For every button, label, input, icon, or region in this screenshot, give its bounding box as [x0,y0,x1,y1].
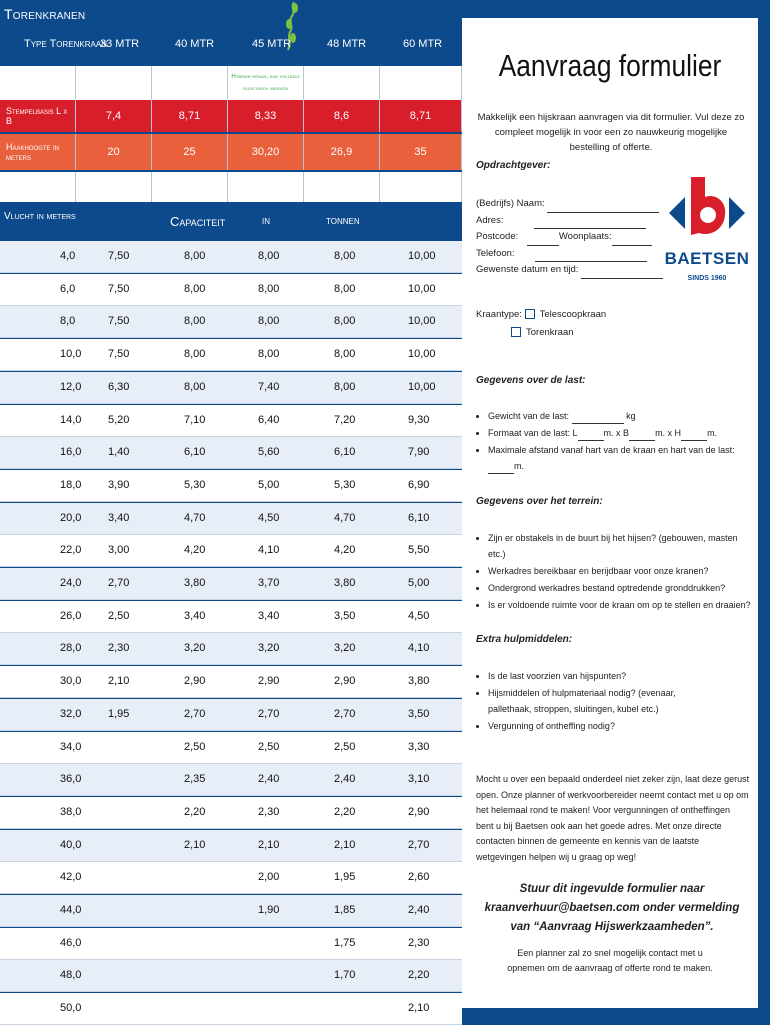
reach-cell: 44,0 [60,904,82,916]
capacity-cell: 1,85 [334,904,356,916]
capacity-cell: 1,70 [334,969,356,982]
telefoon-label: Telefoon: [476,247,515,259]
capacity-cell: 7,40 [258,380,280,393]
kraantype-label: Kraantype: [476,309,522,320]
capacity-cell: 6,40 [258,413,280,426]
capacity-cell: 8,00 [334,348,356,361]
capacity-cell: 2,20 [184,805,206,818]
breedte-field[interactable] [629,431,655,441]
capacity-cell: 2,70 [108,577,130,589]
capacity-cell: 3,90 [108,478,130,491]
naam-label: (Bedrijfs) Naam: [476,198,545,209]
capacity-cell: 2,70 [184,707,206,720]
table-row [0,764,462,796]
capacity-cell: 3,70 [258,577,280,589]
table-row [0,437,462,469]
reach-cell: 4,0 [60,250,76,262]
capacity-cell: 8,00 [258,250,280,262]
capacity-cell: 2,30 [258,805,280,818]
table-row [0,503,462,535]
capacity-cell: 3,40 [184,609,206,622]
capacity-cell: 6,10 [408,511,430,524]
naam-field[interactable] [547,203,659,213]
hybride-note: Hybride-kraan, kan volledig elektrisch werken [228,66,304,100]
telefoon-field[interactable] [535,252,647,262]
last-heading: Gegevens over de last: [476,375,586,386]
hoogte-field[interactable] [681,431,707,441]
capacity-cell: 2,20 [408,969,430,982]
list-item: • Is er voldoende ruimte voor de kraan om op te stellen en draaien? [488,597,756,613]
reach-cell: 32,0 [60,707,82,720]
capacity-cell: 3,80 [334,577,356,589]
capacity-cell: 2,10 [184,838,206,851]
capacity-cell: 2,10 [334,838,356,851]
capacity-cell: 5,30 [334,478,356,491]
reach-cell: 36,0 [60,773,82,786]
kraantype-group [476,306,606,342]
list-item: • Vergunning of ontheffing nodig? [488,718,716,734]
capacity-cell: 6,10 [184,446,206,459]
capacity-cell: 2,50 [184,740,206,753]
table-row [0,601,462,633]
form-title: Aanvraag formulier [498,48,722,83]
capacity-cell: 1,90 [258,904,280,916]
capacity-cell: 3,50 [334,609,356,622]
afstand-field[interactable] [488,464,514,474]
request-form [462,18,758,1008]
type-40: 40 MTR [175,38,215,50]
table-row [0,928,462,960]
table-row [0,960,462,992]
capacity-cell: 8,00 [184,315,206,328]
table-row [0,241,462,273]
capacity-cell: 2,10 [408,1002,430,1015]
capacity-cell: 2,40 [334,773,356,786]
type-60: 60 MTR [403,38,443,50]
capacity-cell: 2,10 [258,838,280,851]
capacity-cell: 2,60 [408,871,430,884]
logo-name: BAETSEN [664,249,750,268]
capacity-cell: 10,00 [408,250,436,262]
baetsen-logo [664,173,750,303]
capacity-cell: 2,40 [258,773,280,786]
capacity-cell: 9,30 [408,413,430,426]
capacity-cell: 1,40 [108,446,130,459]
type-label: Type Torenkraan [24,38,107,50]
vlucht-label: Vlucht in meters [4,211,76,222]
capacity-cell: 6,30 [108,380,130,393]
capacity-cell: 2,50 [334,740,356,753]
table-row [0,862,462,894]
capacity-cell: 2,30 [408,936,430,949]
capacity-cell: 8,00 [334,282,356,295]
in-label: in [262,215,270,227]
table-row [0,535,462,567]
reach-cell: 6,0 [60,282,76,295]
panel-title: Torenkranen [4,6,86,22]
capacity-cell: 3,80 [184,577,206,589]
capacity-cell: 2,10 [108,675,130,688]
list-item: • Hijsmiddelen of hulpmateriaal nodig? (evenaar, pallethaak, stroppen, sluitingen, kubel etc.) [488,685,716,717]
reach-cell: 10,0 [60,348,82,361]
capacity-cell: 7,10 [184,413,206,426]
reach-cell: 16,0 [60,446,82,459]
reach-cell: 26,0 [60,609,82,622]
capacity-cell: 6,10 [334,446,356,459]
capacity-cell: 3,20 [184,642,206,655]
capacity-cell: 4,70 [184,511,206,524]
footer-text: Een planner zal zo snel mogelijk contact met u opnemen om de aanvraag of offerte rond te maken. [507,948,713,973]
hulp-list [476,668,716,735]
capacity-cell: 10,00 [408,348,436,361]
type-45: 45 MTR [252,38,292,50]
table-row [0,633,462,665]
capacity-cell: 8,00 [258,348,280,361]
capacity-cell: 4,10 [408,642,430,655]
gewicht-field[interactable] [572,414,624,424]
stempelbasis-row: Stempelbasis L x B 7,4 8,71 8,33 8,6 8,71 [0,100,462,132]
capacity-cell: 4,20 [184,544,206,557]
capacity-cell: 4,10 [258,544,280,557]
capacity-cell: 5,00 [408,577,430,589]
capacity-cell: 7,50 [108,282,130,295]
form-intro: Makkelijk een hijskraan aanvragen via dit formulier. Vul deze zo compleet mogelijk in voor een zo nauwkeurig mogelijke bestelling of offerte. [477,112,745,153]
type-48: 48 MTR [327,38,367,50]
empty-row [0,172,462,202]
cta-text: Stuur dit ingevulde formulier naar kraanverhuur@baetsen.com onder vermelding van “Aanvraag Hijswerkzaamheden”. [484,883,740,933]
capacity-cell: 1,95 [108,707,130,720]
table-row [0,993,462,1025]
reach-cell: 24,0 [60,577,82,589]
reach-cell: 40,0 [60,838,82,851]
last-fields: • Gewicht van de last: kg • Formaat van de last: L m. x B m. x H m. • Maximale afstand vanaf hart van de kraan en hart van de last:m. [476,408,756,475]
type-header-row [0,32,462,60]
list-item: • Ondergrond werkadres bestand optredende gronddrukken? [488,580,756,596]
reach-cell: 38,0 [60,805,82,818]
table-row [0,306,462,338]
reach-cell: 28,0 [60,642,82,655]
capacity-cell: 7,90 [408,446,430,459]
capacity-cell: 8,00 [258,282,280,295]
adres-label: Adres: [476,214,504,226]
capacity-header [0,205,462,241]
capacity-cell: 5,30 [184,478,206,491]
reach-cell: 14,0 [60,413,82,426]
capacity-cell: 2,50 [258,740,280,753]
adres-field[interactable] [534,219,646,229]
table-row [0,895,462,927]
datum-label: Gewenste datum en tijd: [476,264,579,275]
type-33: 33 MTR [100,38,140,50]
capacity-cell: 4,70 [334,511,356,524]
opdrachtgever-heading: Opdrachtgever: [476,160,551,171]
reach-cell: 8,0 [60,315,76,328]
terrein-list [476,530,756,614]
capacity-cell: 3,40 [108,511,130,524]
woonplaats-label: Woonplaats: [558,231,612,242]
hulp-heading: Extra hulpmiddelen: [476,634,573,645]
capacity-cell: 7,20 [334,413,356,426]
torenkraan-label: Torenkraan [526,327,574,338]
telescoop-label: Telescoopkraan [539,309,607,320]
capacity-cell: 2,70 [408,838,430,851]
capacity-cell: 3,10 [408,773,430,786]
list-item: • Is de last voorzien van hijspunten? [488,668,716,684]
capacity-cell: 4,50 [408,609,430,622]
terrein-heading: Gegevens over het terrein: [476,496,603,507]
capacity-cell: 2,40 [408,904,430,916]
capacity-cell: 8,00 [184,250,206,262]
lengte-field[interactable] [578,431,604,441]
capacity-cell: 2,20 [334,805,356,818]
table-row [0,797,462,829]
table-row [0,339,462,371]
capacity-cell: 3,20 [258,642,280,655]
telescoop-checkbox[interactable] [525,309,535,319]
capacity-cell: 3,40 [258,609,280,622]
client-fields [476,196,676,279]
capacity-cell: 3,80 [408,675,430,688]
table-row [0,274,462,306]
capacity-cell: 7,50 [108,250,130,262]
capacity-cell: 1,95 [334,871,356,884]
tonnen-label: tonnen [326,215,360,227]
capacity-cell: 2,70 [258,707,280,720]
capacity-cell: 2,30 [108,642,130,655]
capacity-cell: 8,00 [184,380,206,393]
capacity-cell: 2,90 [334,675,356,688]
capacity-cell: 4,20 [334,544,356,557]
capacity-cell: 8,00 [184,348,206,361]
capacity-cell: 3,00 [108,544,130,557]
capacity-cell: 2,70 [334,707,356,720]
capacity-cell: 2,90 [408,805,430,818]
reach-cell: 42,0 [60,871,82,884]
note-row [0,66,462,100]
table-row [0,699,462,731]
capacity-cell: 2,35 [184,773,206,786]
torenkraan-checkbox[interactable] [511,327,521,337]
reach-cell: 48,0 [60,969,82,982]
reach-cell: 18,0 [60,478,82,491]
capacity-cell: 2,90 [258,675,280,688]
postcode-label: Postcode: [476,231,519,242]
capacity-cell: 3,50 [408,707,430,720]
table-row [0,830,462,862]
capacity-cell: 2,00 [258,871,280,884]
capacity-cell: 5,60 [258,446,280,459]
capacity-cell: 5,20 [108,413,130,426]
list-item: • Zijn er obstakels in de buurt bij het hijsen? (gebouwen, masten etc.) [488,530,756,562]
capacity-cell: 7,50 [108,315,130,328]
table-row [0,666,462,698]
list-item: • Werkadres bereikbaar en berijdbaar voor onze kranen? [488,563,756,579]
reach-cell: 22,0 [60,544,82,557]
capacity-cell: 8,00 [334,315,356,328]
reach-cell: 12,0 [60,380,82,393]
reach-cell: 34,0 [60,740,82,753]
capacity-cell: 10,00 [408,282,436,295]
reach-cell: 30,0 [60,675,82,688]
capacity-cell: 4,50 [258,511,280,524]
capaciteit-label: Capaciteit [170,214,226,229]
woonplaats-field[interactable] [612,236,652,246]
reach-cell: 50,0 [60,1002,82,1015]
capacity-cell: 3,30 [408,740,430,753]
table-row [0,732,462,764]
capacity-cell: 8,00 [334,250,356,262]
capacity-cell: 5,50 [408,544,430,557]
capacity-cell: 1,75 [334,936,356,949]
logo-since: SINDS 1960 [687,275,727,282]
reach-cell: 20,0 [60,511,82,524]
postcode-field[interactable] [527,236,559,246]
reach-cell: 46,0 [60,936,82,949]
capacity-cell: 6,90 [408,478,430,491]
capacity-cell: 10,00 [408,315,436,328]
capacity-cell: 8,00 [334,380,356,393]
info-paragraph: Mocht u over een bepaald onderdeel niet zeker zijn, laat deze gerust open. Onze planner of werkvoorbereider neemt contact met u op om het helemaal rond te maken! Voor vergunningen of ontheffingen bent u bij Baetsen ook aan het goede adres. Met onze directe contacten binnen de gemeente en kennis van de laatste wetgevingen helpen wij u graag op weg! [476,774,750,862]
capacity-cell: 3,20 [334,642,356,655]
capacity-cell: 2,90 [184,675,206,688]
capacity-cell: 10,00 [408,380,436,393]
capacity-cell: 8,00 [258,315,280,328]
table-row [0,405,462,437]
datum-field[interactable] [581,269,663,279]
capacity-cell: 8,00 [184,282,206,295]
haakhoogte-row: Haakhoogte in meters 20 25 30,20 26,9 35 [0,134,462,170]
capacity-cell: 2,50 [108,609,130,622]
table-row [0,568,462,600]
capacity-cell: 5,00 [258,478,280,491]
capacity-cell: 7,50 [108,348,130,361]
table-row [0,470,462,502]
table-row [0,372,462,404]
